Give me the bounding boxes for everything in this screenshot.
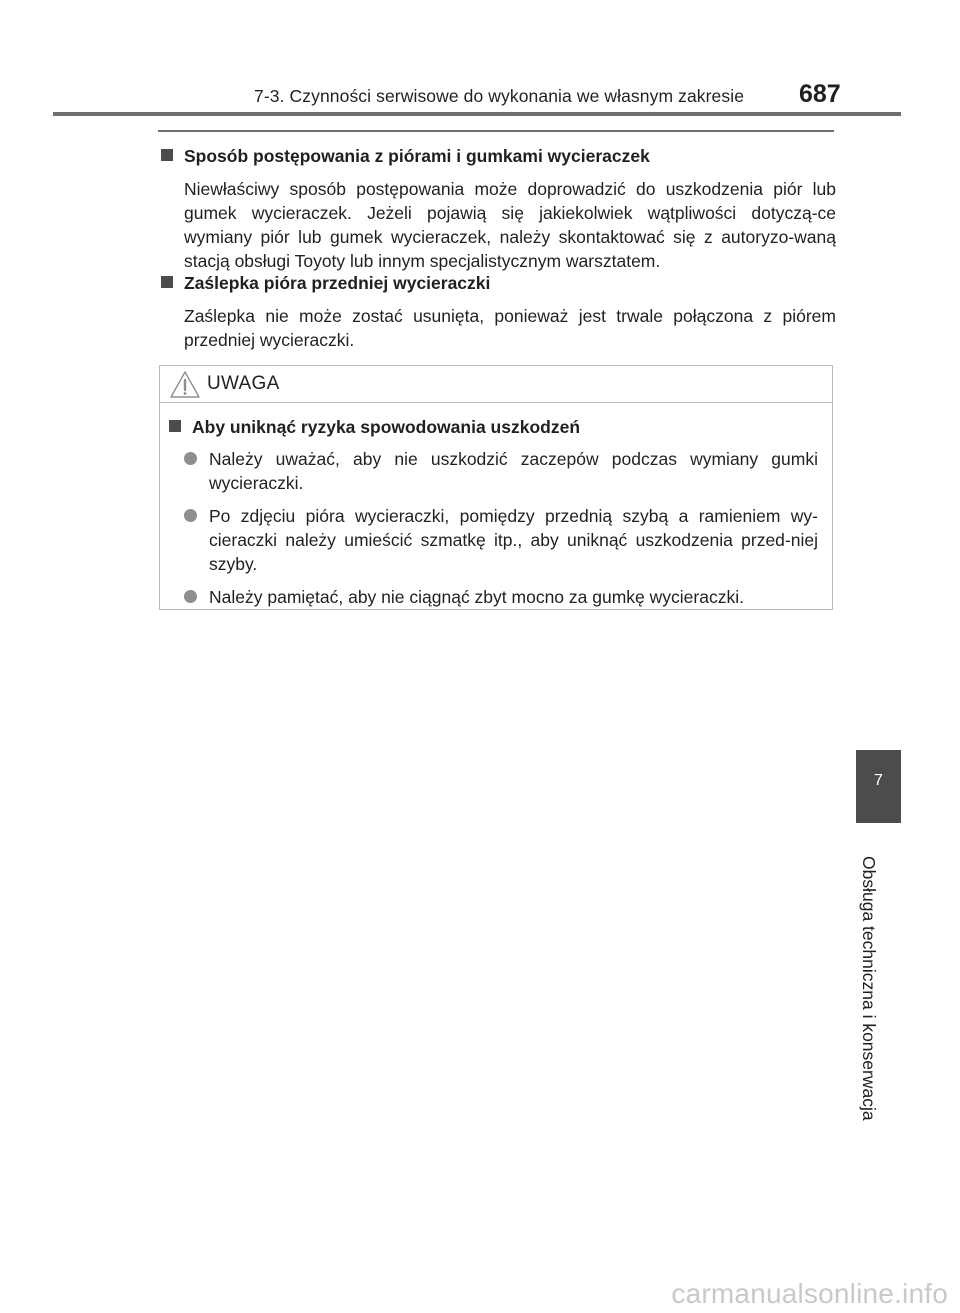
section-body: Zaślepka nie może zostać usunięta, ponieważ jest trwale połączona z piórem przedniej wycieraczki.: [184, 306, 836, 350]
chapter-label: Obsługa techniczna i konserwacja: [859, 856, 879, 1121]
caution-heading-text: Aby uniknąć ryzyka spowodowania uszkodzeń: [192, 417, 581, 437]
section-heading: [160, 271, 836, 295]
content-rule: [158, 130, 834, 132]
warning-triangle-icon: [169, 370, 201, 399]
section-wiper-cap: [160, 271, 836, 352]
section-heading: [160, 144, 836, 168]
section-body: Niewłaściwy sposób postępowania może doprowadzić do uszkodzenia piór lub gumek wycieraczek. Jeżeli pojawią się jakiekolwiek wątpliwości dotyczą-ce wymiany piór lub gumek wycieraczek, należy skontaktować się z autoryzo-waną stacją obsługi Toyoty lub innym specjalistycznym warsztatem.: [184, 179, 836, 271]
section-wiper-handling: [160, 144, 836, 273]
list-item-text: Należy pamiętać, aby nie ciągnąć zbyt mocno za gumkę wycieraczki.: [209, 587, 744, 607]
header-rule: [53, 112, 901, 116]
list-item-text: Należy uważać, aby nie uszkodzić zaczepów podczas wymiany gumki wycieraczki.: [209, 449, 818, 493]
list-item: [168, 447, 818, 495]
square-bullet-icon: [161, 149, 173, 161]
list-item-text: Po zdjęciu pióra wycieraczki, pomiędzy przednią szybą a ramieniem wy-cieraczki należy umieścić szmatkę itp., aby uniknąć uszkodzenia przed-niej szyby.: [209, 506, 818, 574]
caution-box: [159, 365, 833, 610]
caution-heading: [168, 415, 818, 439]
circle-bullet-icon: [184, 509, 197, 522]
caution-body: [168, 415, 818, 618]
square-bullet-icon: [169, 420, 181, 432]
watermark: carmanualsonline.info: [671, 1278, 948, 1309]
square-bullet-icon: [161, 276, 173, 288]
list-item: [168, 585, 818, 609]
page-number: 687: [799, 80, 841, 108]
circle-bullet-icon: [184, 590, 197, 603]
caution-title: UWAGA: [207, 373, 280, 394]
chapter-number: 7: [874, 772, 883, 789]
header-title: 7-3. Czynności serwisowe do wykonania we własnym zakresie: [254, 86, 745, 106]
circle-bullet-icon: [184, 452, 197, 465]
section-heading-text: Zaślepka pióra przedniej wycieraczki: [184, 273, 491, 293]
list-item: [168, 504, 818, 576]
section-heading-text: Sposób postępowania z piórami i gumkami wycieraczek: [184, 146, 650, 166]
caution-header: [160, 366, 832, 403]
chapter-tab: [856, 750, 901, 823]
